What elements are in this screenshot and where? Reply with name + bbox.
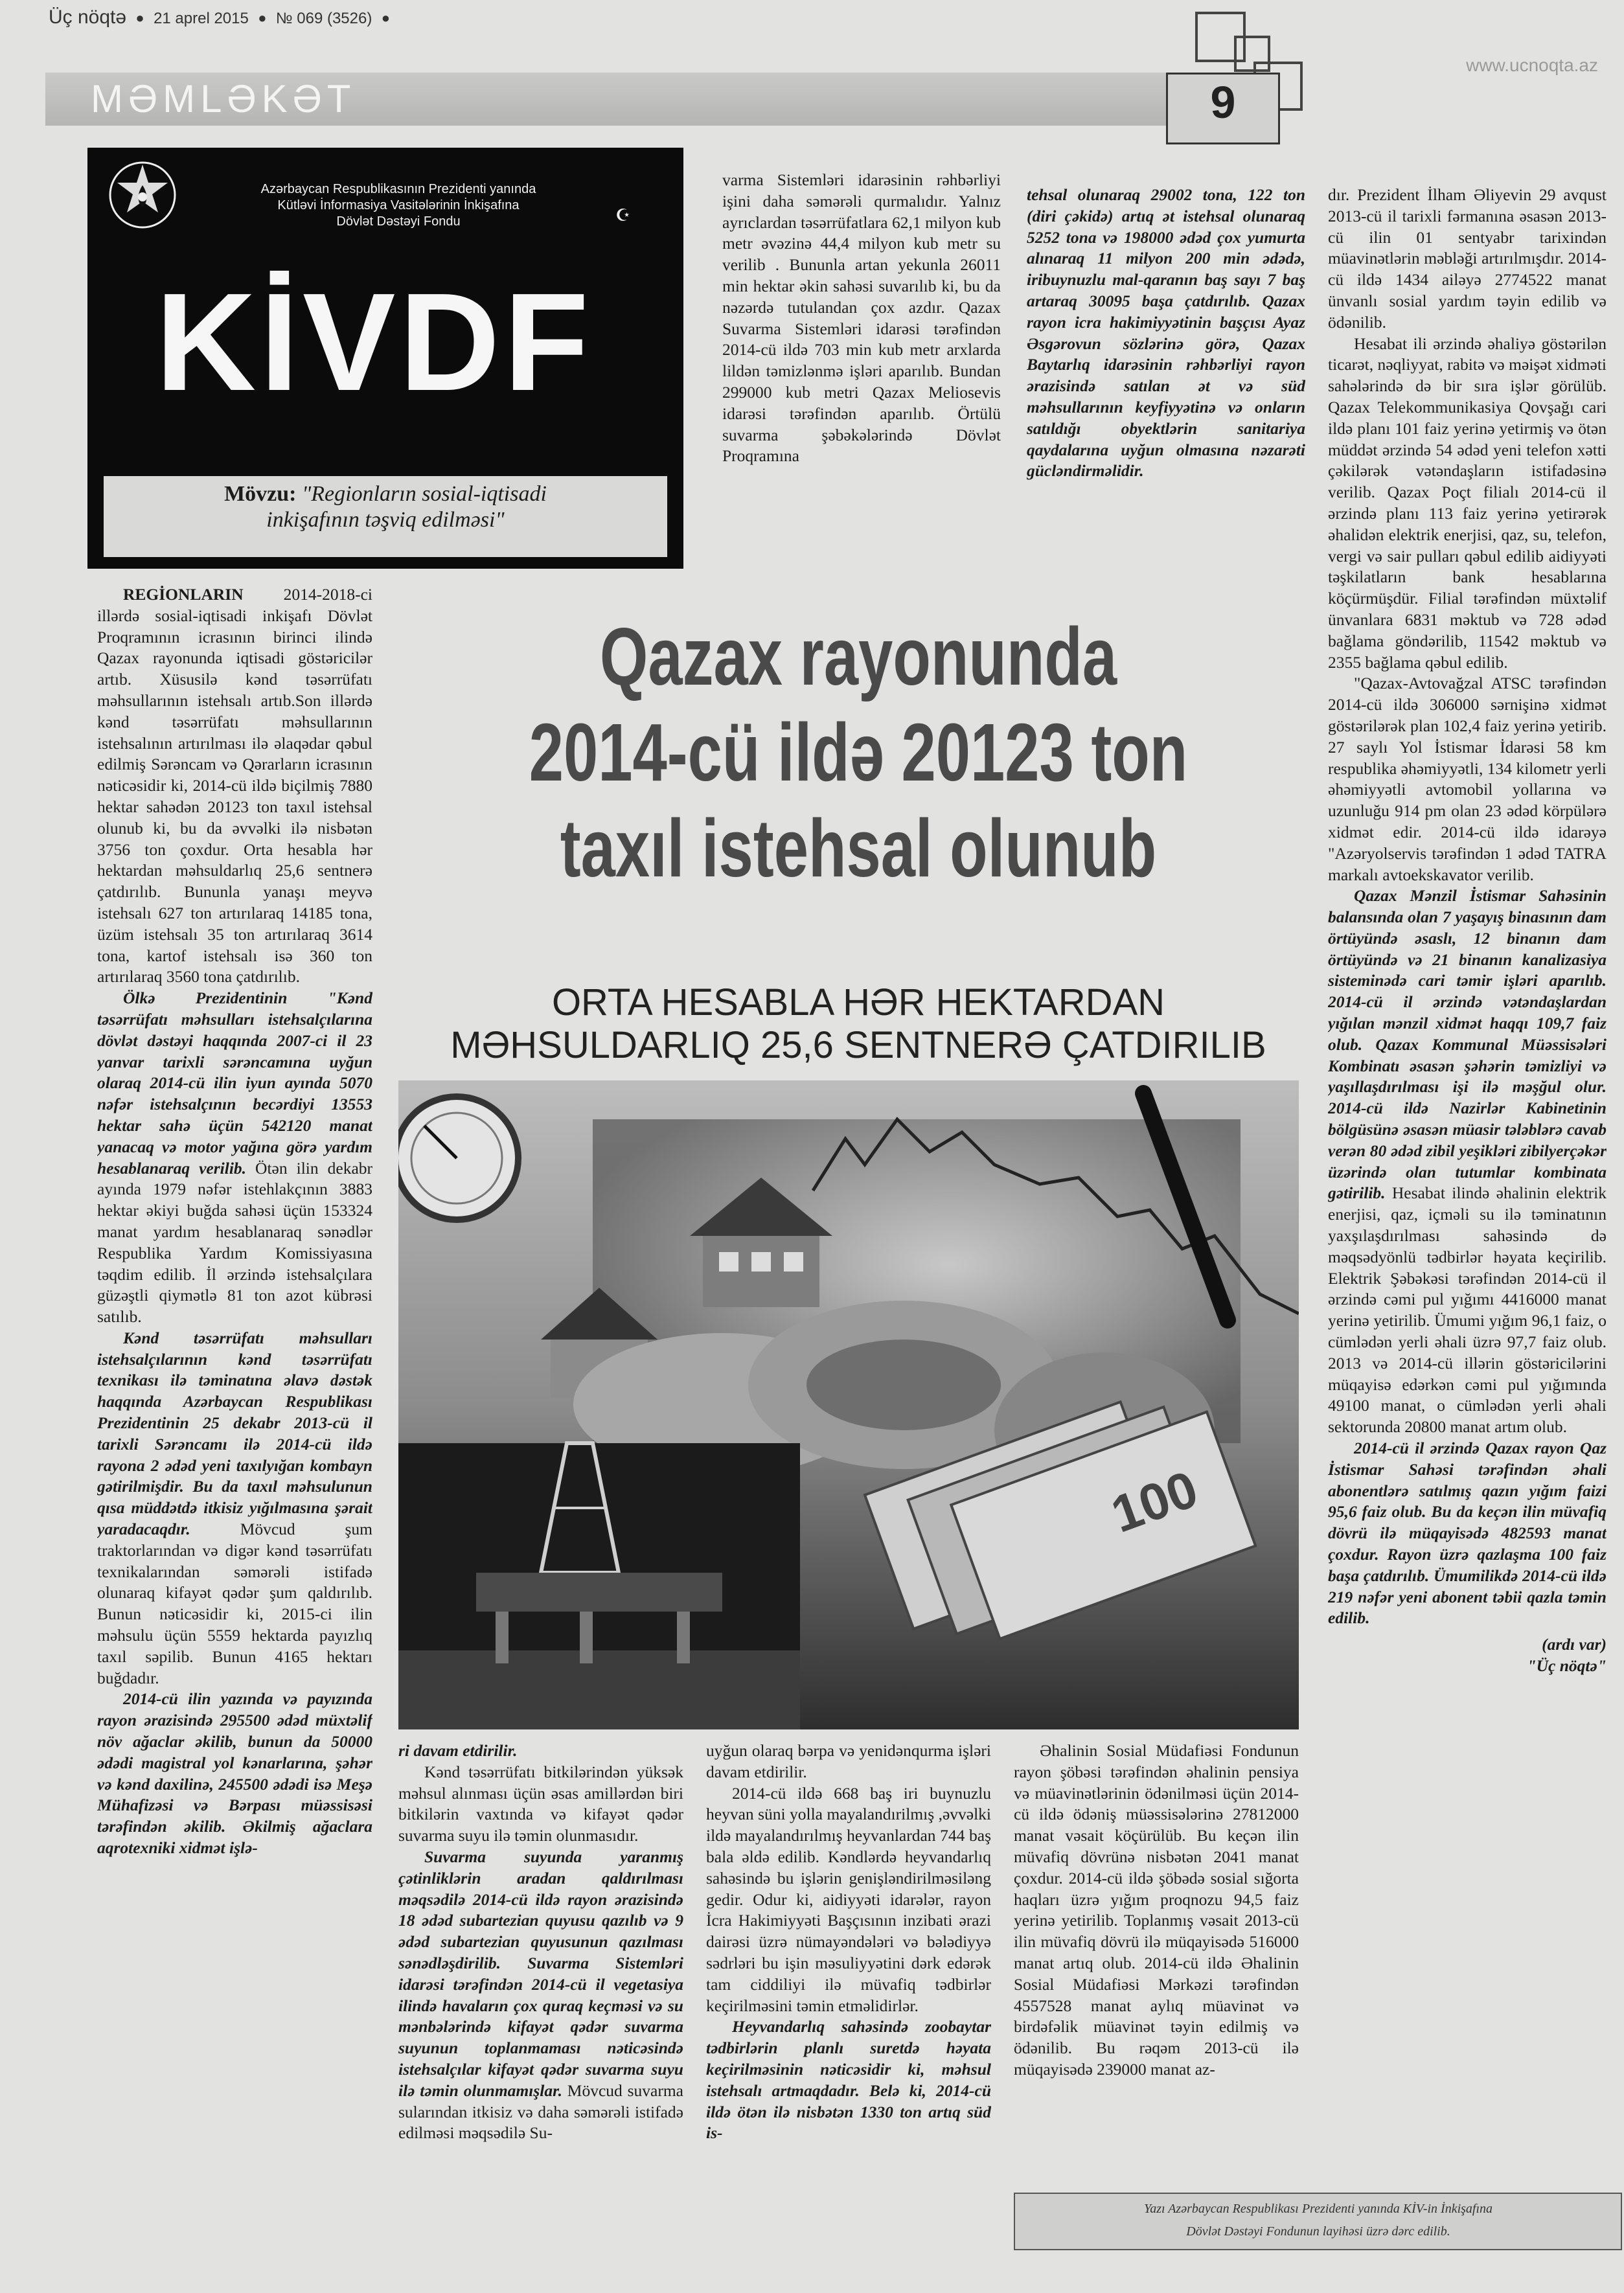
paragraph [97, 988, 372, 1328]
paragraph: varma Sistemləri idarəsinin rəhbərliyi işini daha səmərəli qurmalıdır. Yalnız ayrıclardan təsərrüfatlara 62,1 milyon kub metr əvəzinə 44,4 milyon kub metr su verilib . Bununla artan yekunla 26011 min hektar əkin sahəsi suvarılıb ki, bu da nəzərdə tutulandan çox azdır. Qazax Suvarma Sistemləri idarəsi tərəfindən 2014-cü ildə 703 min kub metr arxlarda lildən təmizlənmə işləri aparılıb. Bundan 299000 kub metri Qazax Meliosevis idarəsi tərəfindən aparılıb. Örtülü suvarma şəbəkələrində Dövlət Proqramına [722, 170, 1001, 466]
headline-line: 2014-cü ildə 20123 ton [529, 707, 1188, 798]
separator-dot-icon: ● [135, 10, 144, 27]
paragraph [398, 1847, 683, 2144]
note-line: Dövlət Dəstəyi Fondunun layihəsi üzrə dərc edilib. [1186, 2224, 1450, 2239]
paragraph: uyğun olaraq bərpa və yenidənqurma işləri davam etdirilir. [706, 1741, 991, 1781]
paragraph: tehsal olunaraq 29002 tona, 122 ton (diri çəkidə) artıq ət istehsal olunaraq 5252 tona və 198000 ədəd çox yumurta alınaraq 11 milyon 200 min ədədə, iribuynuzlu mal-qaranın baş sayı 7 baş artaraq 30095 başa çatdırılıb. Qazax rayon icra hakimiyyətinin başçısı Ayaz Əsgərovun sözlərinə görə, Qazax Baytarlıq idarəsinin rəhbərliyi rayon ərazisində satılan ət və süd məhsullarının keyfiyyətinə və onların satıldığı obyektlərin sanitariya qaydalarına uyğun olmasına nəzarəti gücləndirməlidir. [1027, 185, 1305, 481]
paragraph [97, 584, 372, 988]
text: Ötən ilin dekabr ayında 1979 nəfər istehlakçının 3883 hektar əkiyi buğda sahəsi üçün 153324 manat yardım hesablanaraq sənədlər Respublika Yardım Komissiyasına təqdim edilib. İl ərzində istehsalçılara güzəştli qiymətlə 81 ton azot kübrəsi satılıb. [97, 1158, 372, 1327]
paragraph: ri davam etdirilir. [398, 1741, 518, 1760]
masthead-line [49, 6, 394, 29]
topic [104, 481, 667, 533]
article-column-4-bottom [1014, 1740, 1299, 2187]
topic-value: inkişafının təşviq edilməsi" [266, 508, 505, 532]
article-column-2-top [722, 170, 1001, 571]
issue-date: 21 aprel 2015 [154, 10, 249, 27]
paragraph: Hesabat ili ərzində əhaliyə göstərilən ticarət, nəqliyyat, rabitə və məişət xidməti sahələrində də bir sıra işlər görülüb. Qazax Telekommunikasiya Qovşağı cari ildə planı 101 faiz yerinə yetirmiş və ötən müddət ərzində 54 ədəd yeni telefon xətti çəkilərək vətəndaşların istifadəsinə verilib. Qazax Poçt filialı 2014-cü il ərzində planı 113 faiz yerinə yetirərək əhalidən elektrik enerjisi, qaz, su, telefon, vergi və sair pulları qəbul edilib aidiyyəti təşkilatların bank hesablarına köçürmüşdür. Filial tərəfindən müxtəlif ünvanlara 6831 məktub və 728 ədəd bağlama göndərilib, 11542 məktub və 2355 bağlama qəbul edilib. [1328, 334, 1607, 672]
paragraph: 2014-cü ilin yazında və payızında rayon ərazisində 295500 ədəd müxtəlif növ ağaclar əkilib, bunun da 50000 ədədi magistral yol kənarlarına, şəhər və kənd daxilinə, 245500 ədədi isə Meşə Mühafizəsi və Bərpası müəssisəsi tərəfindən əkilib. Əkilmiş ağaclara aqrotexniki xidmət işlə- [97, 1689, 372, 1858]
article-column-1 [97, 584, 372, 2268]
project-note [1024, 2198, 1613, 2243]
separator-dot-icon: ● [258, 10, 267, 27]
headline [389, 609, 1328, 896]
topic-label: Mövzu: [224, 482, 297, 506]
headline-line: taxıl istehsal olunub [560, 803, 1157, 894]
article-column-2-bottom [398, 1740, 683, 2265]
source-credit: "Üç nöqtə" [1527, 1656, 1607, 1675]
issue-number: № 069 (3526) [275, 10, 372, 27]
text: 2014-2018-ci illərdə sosial-iqtisadi inkişafı Dövlət Proqramının icrasının birinci ilində Qazax rayonunda iqtisadi göstəricilər artıb. Xüsusilə kənd təsərrüfatı məhsullarının istehsalı artıb.Son illərdə kənd təsərrüfatı məhsullarının istehsalının artırılması ilə əlaqədar qəbul edilmiş Sərəncam və Qərarların icrasının nəticəsidir ki, 2014-cü ildə biçilmiş 7880 hektar sahədən 20123 ton taxıl istehsal olunub ki, bu da əvvəlki ilə nisbətən 3756 ton çoxdur. Orta hesabla hər hektardan məhsuldarlıq 25,6 sentnerə çatdırılıb. Bununla yanaşı meyvə istehsalı 627 ton artırılaraq 14185 tona, üzüm istehsalı 35 ton artırılaraq 3614 tona, kartof istehsalı isə 360 ton artırılaraq 3560 tona çatdırılıb. [97, 585, 372, 987]
lead-word: REGİONLARIN [123, 585, 244, 604]
kivdf-organization [194, 181, 602, 230]
text: Mövcud suvarma sularından itkisiz və daha səmərəli istifadə edilməsi məqsədilə Su- [398, 2081, 683, 2143]
continued-note: (ardı var) [1542, 1635, 1607, 1654]
emphasis: Ölkə Prezidentinin "Kənd təsərrüfatı məhsulları istehsalçılarına dövlət dəstəyi haqqında 2007-ci il 23 yanvar tarixli sərəncamına uyğun olaraq 2014-cü ilin iyun ayında 5070 nəfər istehsalçının becərdiyi 13553 hektar sahə üçün 542120 manat yanacaq və motor yağına görə yardım hesablanaraq verilib. [97, 988, 372, 1178]
paragraph: Kənd təsərrüfatı bitkilərindən yüksək məhsul alınması üçün əsas amillərdən biri bitkilərin vaxtında və kifayət qədər suvarma suyu ilə təmin olunmasıdır. [398, 1762, 683, 1845]
paragraph: dır. Prezident İlham Əliyevin 29 avqust 2013-cü il tarixli fərmanına əsasən 2013-cü ilin 01 sentyabr tarixindən müavinətlərin məbləği artırılmışdır. 2014-cü ildə 1434 ailəyə 2774522 manat ünvanlı sosial yardım təyin edilib və ödənilib. [1328, 185, 1607, 332]
emphasis: Suvarma suyunda yaranmış çətinliklərin aradan qaldırılması məqsədilə 2014-cü ildə rayon ərazisində 18 ədəd subartezian quyusu qazılıb və 9 ədəd subartezian quyusunun qazılması sənədləşdirilib. Suvarma Sistemləri idarəsi tərəfindən 2014-cü il vegetasiya ilində havaların çox quraq keçməsi və su mənbələrində kifayət qədər suvarma suyunun toplanmaması nəticəsində istehsalçılar kifayət qədər suvarma suyu ilə təmin olunmamışlar. [398, 1847, 683, 2100]
banknote-denomination: 100 [1104, 1459, 1206, 1544]
headline-line: Qazax rayonunda [599, 611, 1117, 702]
rubric-title: MƏMLƏKƏT [91, 77, 356, 120]
page-number: 9 [1210, 77, 1236, 128]
crescent-star-icon: ☪ [615, 206, 631, 225]
org-line: Azərbaycan Respublikasının Prezidenti yanında [260, 182, 536, 196]
paragraph [1328, 885, 1607, 1438]
kivdf-logo: KİVDF [155, 264, 593, 420]
paragraph: 2014-cü ildə 668 baş iri buynuzlu heyvan süni yolla mayalandırilmış ,əvvəlki ildə mayalandırılmış heyvanlardan 744 baş bala əldə edilib. Kəndlərdə heyvandarlıq sahəsində bu işlərin genişləndirilməsiləng gedir. Odur ki, aidiyyəti idarələr, rayon İcra Hakimiyyəti Başçısının inzibati ərazi dairəsi üzrə nümayəndələri və bələdiyyə sədrləri bu işin məsuliyyətini dərk edərək tam ciddiliyi ilə müvafiq tədbirlər keçirilməsini təmin etməlidirlər. [706, 1783, 991, 2015]
text: Hesabat ilində əhalinin elektrik enerjisi, qaz, içməli su ilə təminatının yaxşılaşdırılması sahəsində də məqsədyönlü tədbirlər həyata keçirilib. Elektrik Şəbəkəsi tərəfindən 2014-cü il ərzində cəmi pul yığımı 4416000 manat yerinə yetirilib. Ümumi yığım 96,1 faiz, o cümlədən yerli əhali üzrə 97,7 faiz olub. 2013 və 2014-cü illərin göstəricilərini müqayisə edərkən cəmi pul yığımında 49100 manat, o cümlədən yerli əhali sektorunda 20800 manat artım olub. [1328, 1183, 1607, 1437]
topic-value: "Regionların sosial-iqtisadi [302, 482, 547, 506]
paragraph: Əhalinin Sosial Müdafiəsi Fondunun rayon şöbəsi tərəfindən əhalinin pensiya və müavinətlərinin ödənilməsi üçün 2014-cü ildə ödəniş müəssisələrinə 27812000 manat vəsait köçürülüb. Bu keçən ilin müvafiq dövrünə nisbətən 2041 manat çoxdur. 2014-cü ildə şöbədə sosial sığorta haqları üzrə yığım proqnozu 94,5 faiz yerinə yetirilib. Toplanmış vəsait 2013-cü ilin müvafiq dövrü ilə müqayisədə 516000 manat artıq olub. 2014-cü ildə Əhalinin Sosial Müdafiəsi Mərkəzi tərəfindən 4557528 manat aylıq müavinət və birdəfəlik müavinət təyin edilmiş və ödənilib. Bu rəqəm 2013-cü ilə müqayisədə 239000 manat az- [1014, 1741, 1299, 2079]
paragraph: 2014-cü il ərzində Qazax rayon Qaz İstismar Sahəsi tərəfindən əhali abonentlərə satılmış qazın yığım faizi 95,6 faiz olub. Bu da keçən ilin müvafiq dövrü ilə müqayisədə 482593 manat çoxdur. Rayon üzrə qazlaşma 100 faiz başa çatdırılıb. Ümumilikdə 2014-cü ildə 219 nəfər yeni abonent təbii qazla təmin edilib. [1328, 1439, 1607, 1628]
article-column-3-bottom [706, 1740, 991, 2265]
subheadline-line: MƏHSULDARLIQ 25,6 SENTNERƏ ÇATDIRILIB [450, 1024, 1266, 1066]
photo-collage [398, 1080, 1299, 1729]
article-column-4 [1328, 185, 1607, 2186]
website-url: www.ucnoqta.az [1466, 55, 1598, 75]
paragraph [97, 1328, 372, 1689]
emphasis: Kənd təsərrüfatı məhsulları istehsalçılarının kənd təsərrüfatı texnikası ilə təminatına əlavə dəstək haqqında Azərbaycan Respublikası Prezidentinin 25 dekabr 2013-cü il tarixli Sərəncamı ilə 2014-cü ildə rayona 2 ədəd yeni taxılyığan kombayn gətirilmişdir. Bu da taxıl məhsulunun qısa müddətdə itkisiz yığılmasına şərait yaradacaqdır. [97, 1328, 372, 1539]
paragraph: Heyvandarlıq sahəsində zoobaytar tədbirlərin planlı suretdə həyata keçirilməsinin nəticəsidir ki, məhsul istehsalı artmaqdadır. Belə ki, 2014-cü ildə ötən ilə nisbətən 1330 ton artıq süd is- [706, 2017, 991, 2143]
separator-dot-icon: ● [381, 10, 390, 27]
emphasis: Qazax Mənzil İstismar Sahəsinin balansında olan 7 yaşayış binasının dam örtüyündə əsaslı, 12 binanın dam örtüyündə və 21 binanın kanalizasiya sisteminədə cari təmir işləri aparılıb. 2014-cü il ərzində vətəndaşlardan yığılan mənzil xidmət haqqı 109,7 faiz olub. Qazax Kommunal Müəssisələri Kombinatı əsasən şəhərin təmizliyi və yaşıllaşdırılması işi ilə məşğul olur. 2014-cü ildə Nazirlər Kabinetinin bölgüsünə əsasən müasir tələblərə cavab verən 80 ədəd zibil yeşikləri zibilyerçəkər üzərində olan tutumlar kombinata gətirilib. [1328, 886, 1607, 1203]
org-line: Dövlət Dəstəyi Fondu [336, 214, 461, 229]
note-line: Yazı Azərbaycan Respublikası Prezidenti yanında KİV-in İnkişafına [1143, 2202, 1493, 2216]
paragraph: "Qazax-Avtovağzal ATSC tərəfindən 2014-cü ildə 306000 sərnişinə xidmət göstərilərək plan 102,4 faiz yerinə yetirib. 27 saylı Yol İstismar İdarəsi 58 km respublika əhəmiyyətli, 134 kilometr yerli əhəmiyyətli avtomobil yollarına və uzunluğu 914 pm olan 23 ədəd körpülərə xidmət edir. 2014-cü ildə idarəyə "Azəryolservis tərəfindən 1 ədəd TATRA markalı avtoekskavator verilib. [1328, 674, 1607, 884]
text: Mövcud şum traktorlarından və digər kənd təsərrüfatı texnikalarından səmərəli istifadə olunaraq kifayət qədər şum qaldırılıb. Bunun nəticəsidir ki, 2015-ci ilin məhsulu üçün 5559 hektarda payızlıq taxıl səpilib. Bunun 4165 hektarı buğdadır. [97, 1520, 372, 1687]
subheadline [389, 981, 1328, 1067]
subheadline-line: ORTA HESABLA HƏR HEKTARDAN [551, 981, 1165, 1023]
azerbaijan-emblem-icon [107, 159, 178, 231]
org-line: Kütləvi İnformasiya Vasitələrinin İnkişafına [277, 198, 520, 212]
article-column-3-top [1027, 185, 1305, 573]
newspaper-name: Üç nöqtə [49, 6, 127, 28]
